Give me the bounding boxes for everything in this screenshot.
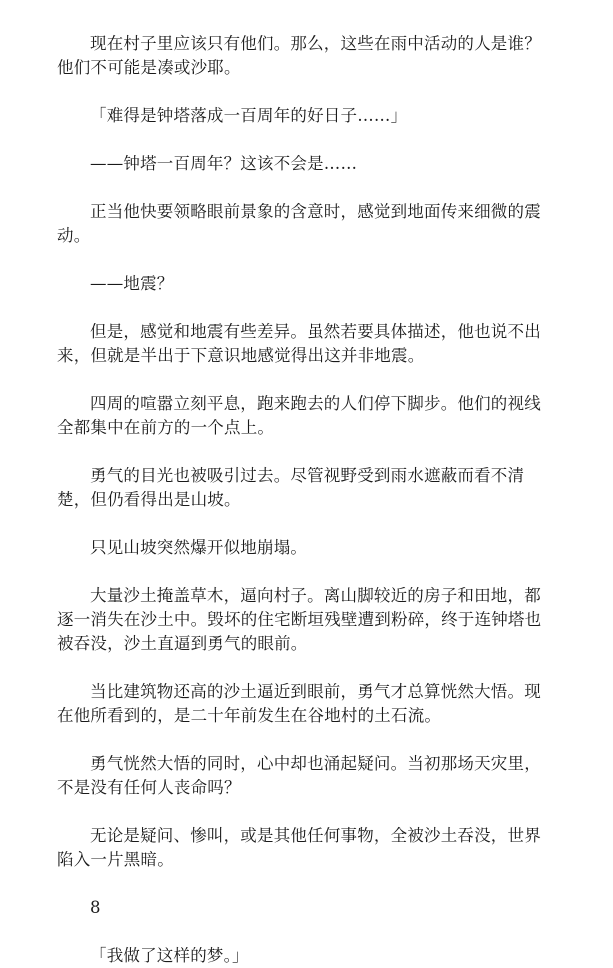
paragraph: 现在村子里应该只有他们。那么，这些在雨中活动的人是谁？ 他们不可能是凑或沙耶。 <box>57 34 541 77</box>
paragraph: 无论是疑问、惨叫，或是其他任何事物，全被沙土吞没，世界 陷入一片黑暗。 <box>57 826 541 869</box>
paragraph: 大量沙土掩盖草木，逼向村子。离山脚较近的房子和田地，都 逐一消失在沙土中。毁坏的住宅断垣残壁遭到粉碎，终于连钟塔也 被吞没，沙土直逼到勇气的眼前。 <box>57 586 542 653</box>
dialogue-line: 「难得是钟塔落成一百周年的好日子……」 <box>90 106 408 125</box>
section-number: 8 <box>90 898 101 917</box>
paragraph: 正当他快要领略眼前景象的含意时，感觉到地面传来细微的震 动。 <box>57 202 541 245</box>
paragraph: 只见山坡突然爆开似地崩塌。 <box>90 538 308 557</box>
dialogue-line: 「我做了这样的梦。」 <box>90 946 249 965</box>
paragraph: 但是，感觉和地震有些差异。虽然若要具体描述，他也说不出 来，但就是半出于下意识地感觉得出这并非地震。 <box>57 322 541 365</box>
paragraph: 勇气的目光也被吸引过去。尽管视野受到雨水遮蔽而看不清 楚，但仍看得出是山坡。 <box>57 466 525 509</box>
thought-line: ——地震？ <box>90 274 174 293</box>
paragraph: 勇气恍然大悟的同时，心中却也涌起疑问。当初那场天灾里， 不是没有任何人丧命吗？ <box>57 754 541 797</box>
paragraph: 四周的喧嚣立刻平息，跑来跑去的人们停下脚步。他们的视线 全都集中在前方的一个点上。 <box>57 394 541 437</box>
paragraph: 当比建筑物还高的沙土逼近到眼前，勇气才总算恍然大悟。现 在他所看到的，是二十年前发生在谷地村的土石流。 <box>57 682 541 725</box>
thought-line: ——钟塔一百周年？这该不会是…… <box>90 154 358 173</box>
